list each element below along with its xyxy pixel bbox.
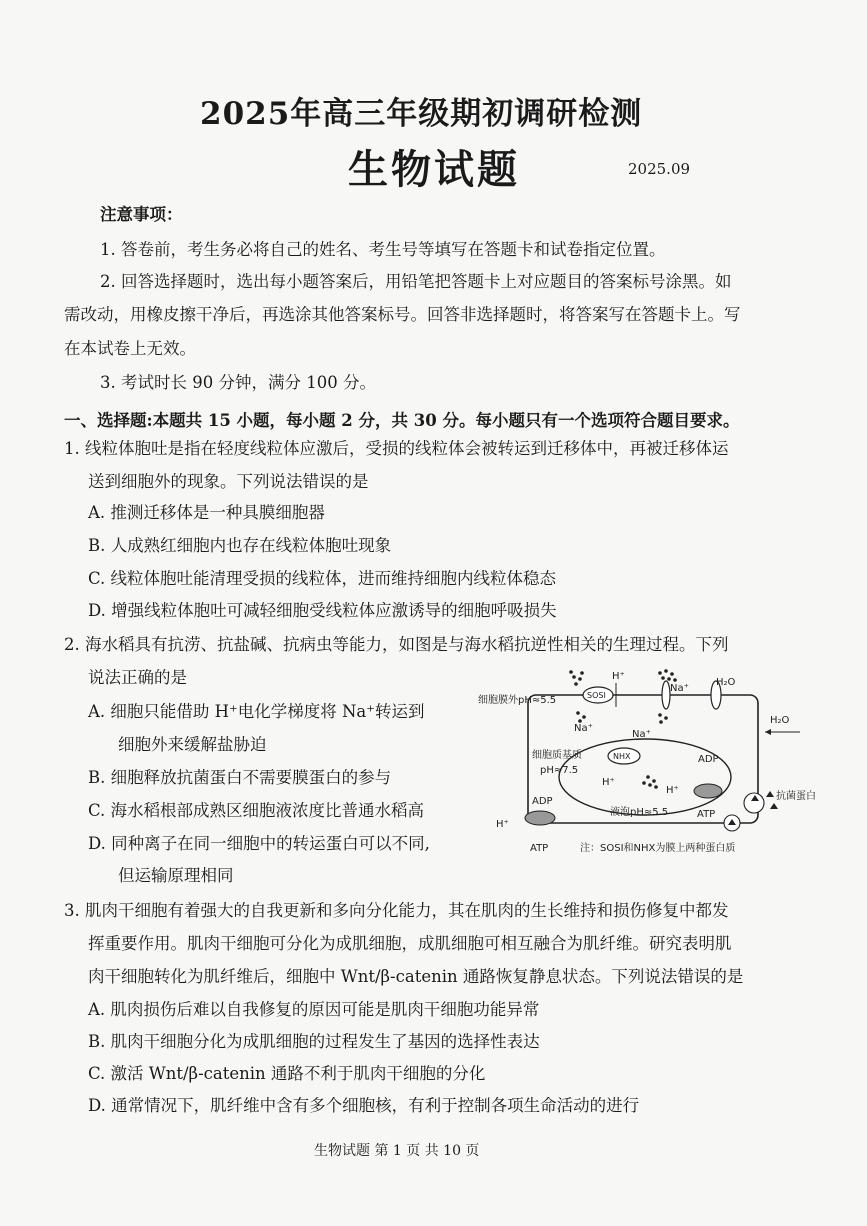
cytoplasm-label: 细胞质基质 [532,750,582,761]
q2-option-d-line-2: 但运输原理相同 [118,866,234,885]
q2-option-a-line-1: A. 细胞只能借助 H⁺电化学梯度将 Na⁺转运到 [88,702,425,721]
na-dots-sosi [569,670,584,686]
na-plus-inside-label: Na⁺ [574,723,593,734]
notes-item-2-line-3: 在本试卷上无效。 [64,339,196,358]
notes-item-3: 3. 考试时长 90 分钟，满分 100 分。 [100,373,376,392]
nhx-label: NHX [613,752,631,761]
cytoplasm-ph-label: pH≈7.5 [540,765,579,776]
q3-stem-line-3: 肉干细胞转化为肌纤维后，细胞中 Wnt/β-catenin 通路恢复静息状态。下列说法错误的是 [88,967,744,986]
antibacterial-protein-label: 抗菌蛋白 [776,791,816,802]
notes-item-2-line-1: 2. 回答选择题时，选出每小题答案后，用铅笔把答题卡上对应题目的答案标号涂黑。如 [100,272,732,291]
h2o-top-label: H₂O [716,677,736,688]
q2-stem-line-1: 2. 海水稻具有抗涝、抗盐碱、抗病虫等能力，如图是与海水稻抗逆性相关的生理过程。下列 [64,635,729,654]
q3-option-a: A. 肌肉损伤后难以自我修复的原因可能是肌肉干细胞功能异常 [88,1000,540,1019]
h-plus-vacuole-label: H⁺ [666,785,679,796]
q2-option-b: B. 细胞释放抗菌蛋白不需要膜蛋白的参与 [88,768,392,787]
h2o-right-label: H₂O [770,715,790,726]
q2-figure [470,665,842,860]
figure-note: 注：SOSI和NHX为膜上两种蛋白质 [580,843,736,854]
na-plus-top-label: Na⁺ [670,683,689,694]
vacuole [559,739,731,815]
notes-item-1: 1. 答卷前，考生务必将自己的姓名、考生号等填写在答题卡和试卷指定位置。 [100,240,666,259]
q1-stem-line-1: 1. 线粒体胞吐是指在轻度线粒体应激后，受损的线粒体会被转运到迁移体中，再被迁移体运 [64,439,729,458]
q3-stem-line-1: 3. 肌肉干细胞有着强大的自我更新和多向分化能力，其在肌肉的生长维持和损伤修复中都发 [64,901,729,920]
q1-stem-line-2: 送到细胞外的现象。下列说法错误的是 [88,472,369,491]
adp-membrane-label: ADP [532,796,553,807]
atp-membrane-label: ATP [530,843,549,854]
subject-title: 生物试题 [348,146,520,193]
q2-option-d-line-1: D. 同种离子在同一细胞中的转运蛋白可以不同, [88,834,430,853]
q3-option-b: B. 肌肉干细胞分化为成肌细胞的过程发生了基因的选择性表达 [88,1032,540,1051]
outside-ph-label: 细胞膜外pH≈5.5 [478,695,557,706]
q1-option-d: D. 增强线粒体胞吐可减轻细胞受线粒体应激诱导的细胞呼吸损失 [88,601,557,620]
q2-stem-line-2: 说法正确的是 [88,668,187,687]
q3-option-c: C. 激活 Wnt/β-catenin 通路不利于肌肉干细胞的分化 [88,1064,486,1083]
section-1-heading: 一、选择题:本题共 15 小题，每小题 2 分，共 30 分。每小题只有一个选项符合题目要求。 [64,411,740,430]
membrane-proton-pump [525,811,555,825]
exam-title: 2025年高三年级期初调研检测 [200,96,643,132]
na-plus-mid-label: Na⁺ [632,729,651,740]
q2-option-c: C. 海水稻根部成熟区细胞液浓度比普通水稻高 [88,801,425,820]
na-dots-inside [576,711,586,723]
q1-option-c: C. 线粒体胞吐能清理受损的线粒体，进而维持细胞内线粒体稳态 [88,569,557,588]
adp-vacuole-label: ADP [698,754,719,765]
na-channel [662,681,670,709]
page-footer: 生物试题 第 1 页 共 10 页 [314,1143,480,1159]
notes-heading: 注意事项： [100,205,183,224]
vacuole-ph-label: 液泡pH≈5.5 [610,807,669,818]
na-dots-below [658,713,668,724]
na-dots-top [658,669,677,682]
exam-date: 2025.09 [628,160,691,178]
q2-option-a-line-2: 细胞外来缓解盐胁迫 [118,735,267,754]
h-plus-nhx-label: H⁺ [602,777,615,788]
q3-stem-line-2: 挥重要作用。肌肉干细胞可分化为成肌细胞，成肌细胞可相互融合为肌纤维。研究表明肌 [88,934,732,953]
na-dots-vacuole [642,775,658,789]
vacuole-proton-pump [694,784,722,798]
h-plus-top-label: H⁺ [612,671,625,682]
notes-item-2-line-2: 需改动，用橡皮擦干净后，再选涂其他答案标号。回答非选择题时，将答案写在答题卡上。写 [64,305,741,324]
q1-option-a: A. 推测迁移体是一种具膜细胞器 [88,503,325,522]
atp-vacuole-label: ATP [697,809,716,820]
secretory-vesicle [744,793,764,813]
h-plus-membrane-label: H⁺ [496,819,509,830]
sosi-label: SOSI [587,691,606,700]
q3-option-d: D. 通常情况下，肌纤维中含有多个细胞核，有利于控制各项生命活动的进行 [88,1096,640,1115]
q1-option-b: B. 人成熟红细胞内也存在线粒体胞吐现象 [88,536,392,555]
